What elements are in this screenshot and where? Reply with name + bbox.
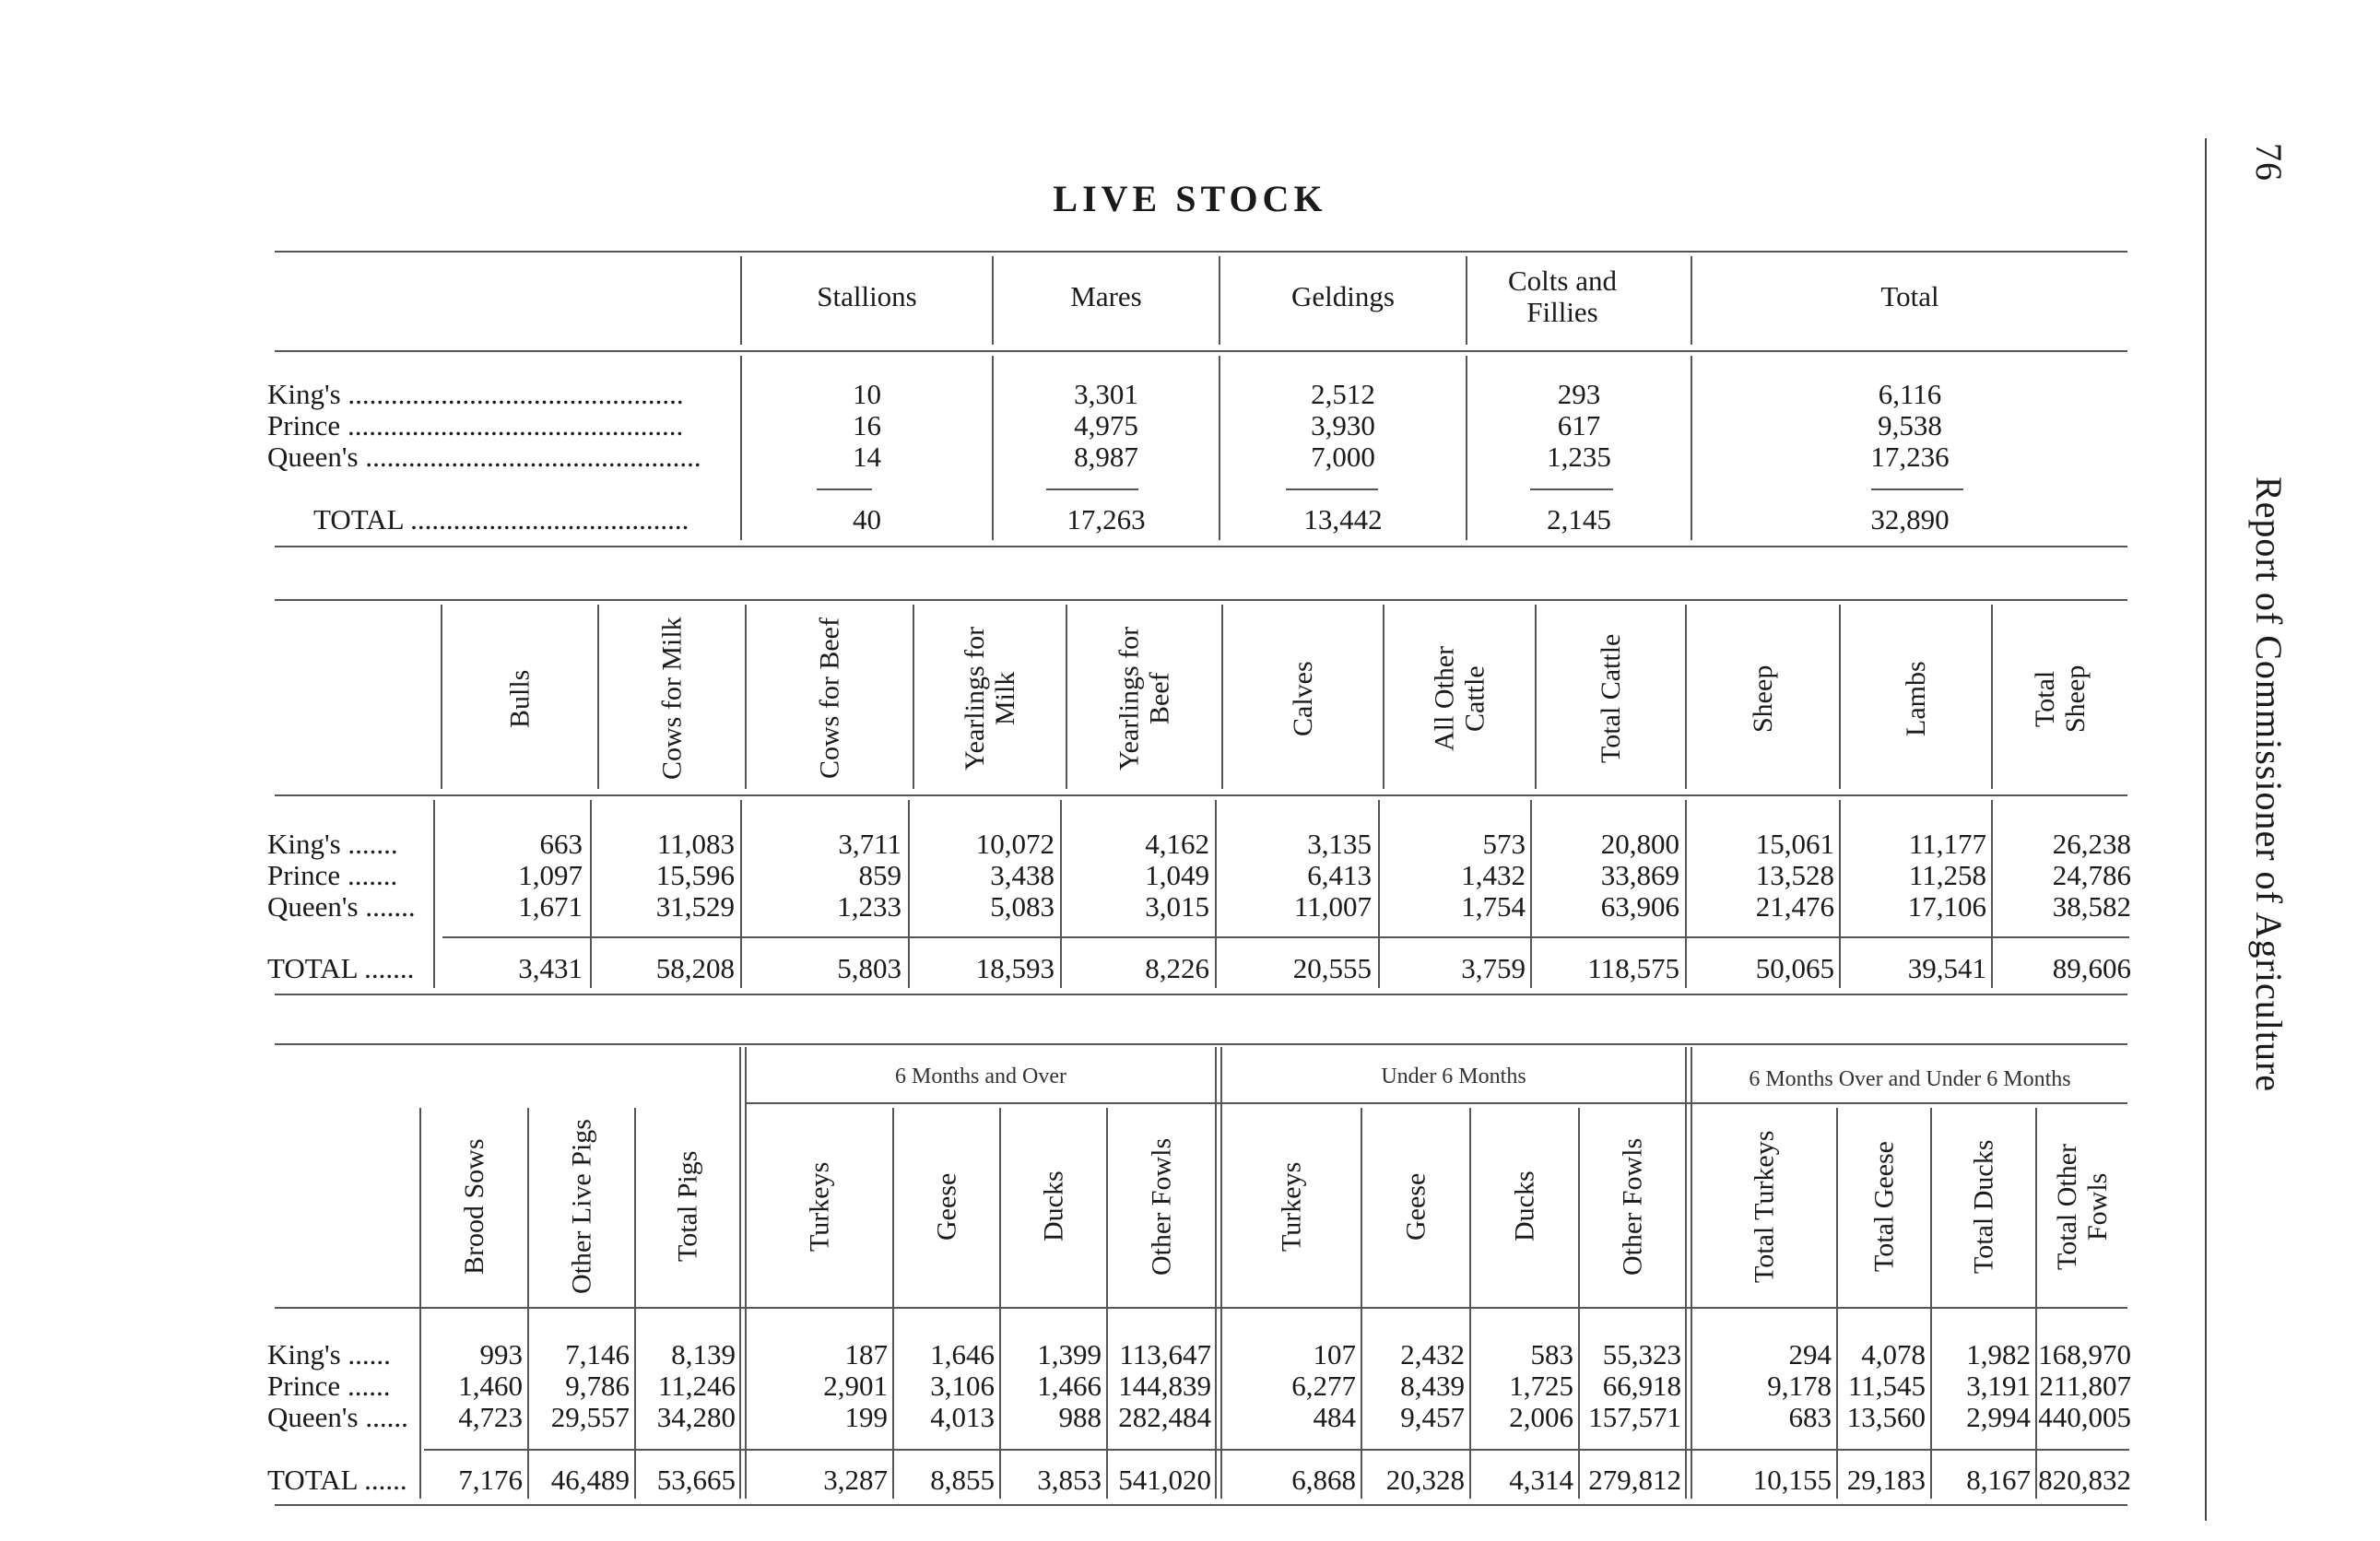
poultry-header-rule — [275, 1307, 2127, 1309]
col-header-all-other-cattle: All Other Cattle — [1429, 645, 1490, 752]
col-header-ducks-over: Ducks — [1038, 1170, 1069, 1242]
cell: 3,930 — [1311, 409, 1375, 441]
total-cell: 53,665 — [656, 1464, 736, 1496]
cell: 1,233 — [837, 890, 901, 923]
cell: 484 — [1313, 1401, 1356, 1433]
cell: 11,246 — [657, 1370, 736, 1402]
cell: 4,078 — [1861, 1338, 1926, 1370]
cell: 4,013 — [930, 1401, 995, 1433]
col-header-total: Total — [1880, 280, 1939, 312]
total-cell: 541,020 — [1118, 1464, 1211, 1496]
cell: 31,529 — [655, 890, 735, 923]
cell: 34,280 — [656, 1401, 736, 1433]
total-cell: 7,176 — [458, 1464, 523, 1496]
cell: 8,987 — [1074, 441, 1138, 473]
cell: 2,994 — [1966, 1401, 2031, 1433]
col-header-geldings: Geldings — [1291, 280, 1395, 312]
sum-rule — [1530, 488, 1613, 490]
col-header-ducks-under: Ducks — [1509, 1170, 1540, 1242]
horses-header-rule — [275, 350, 2127, 352]
cell: 15,596 — [655, 859, 735, 891]
cell: 1,982 — [1966, 1338, 2031, 1370]
cell: 3,135 — [1307, 828, 1372, 860]
cell: 11,258 — [1908, 859, 1986, 891]
cell: 1,754 — [1461, 890, 1526, 923]
cell: 663 — [539, 828, 583, 860]
row-label: Prince ...... — [267, 1370, 391, 1402]
total-cell: 17,263 — [1066, 503, 1146, 535]
cell: 7,146 — [565, 1338, 630, 1370]
group-double-rule — [739, 1047, 741, 1499]
cell: 9,538 — [1878, 409, 1942, 441]
total-cell: 8,855 — [930, 1464, 995, 1496]
col-header-other-fowls-under: Other Fowls — [1617, 1137, 1648, 1276]
total-cell: 3,853 — [1037, 1464, 1102, 1496]
cell: 9,786 — [565, 1370, 630, 1402]
cell: 4,723 — [458, 1401, 523, 1433]
cell: 24,786 — [2052, 859, 2131, 891]
col-header-yearlings-for-milk: Yearlings for Milk — [960, 626, 1020, 771]
cell: 573 — [1482, 828, 1526, 860]
cell: 293 — [1557, 378, 1601, 410]
group-double-rule — [1685, 1047, 1687, 1499]
cell: 17,236 — [1870, 441, 1950, 473]
cell: 2,432 — [1400, 1338, 1465, 1370]
cell: 1,432 — [1461, 859, 1526, 891]
row-label: King's ...... — [267, 1338, 391, 1370]
cell: 157,571 — [1588, 1401, 1681, 1433]
group-under-6-months: Under 6 Months — [1381, 1065, 1526, 1088]
total-cell: 3,759 — [1461, 952, 1526, 984]
cell: 2,512 — [1311, 378, 1375, 410]
cell: 2,901 — [823, 1370, 888, 1402]
cell: 440,005 — [2038, 1401, 2131, 1433]
cell: 1,235 — [1547, 441, 1611, 473]
total-cell: 5,803 — [837, 952, 901, 984]
col-header-turkeys-under: Turkeys — [1276, 1161, 1307, 1252]
cell: 113,647 — [1119, 1338, 1211, 1370]
row-label: King's ............................................... — [267, 378, 684, 410]
col-header-other-fowls-over: Other Fowls — [1146, 1137, 1177, 1276]
total-cell: 89,606 — [2052, 952, 2131, 984]
horses-col-divider — [1466, 256, 1467, 345]
running-header — [2235, 143, 2291, 1249]
col-header-total-geese: Total Geese — [1868, 1141, 1900, 1273]
row-label: Queen's ....... — [267, 890, 416, 923]
cell: 3,191 — [1966, 1370, 2031, 1402]
cell: 1,466 — [1037, 1370, 1102, 1402]
total-cell: 2,145 — [1547, 503, 1611, 535]
cell: 3,438 — [990, 859, 1055, 891]
cattle-sum-rule — [442, 936, 2129, 938]
cell: 17,106 — [1907, 890, 1986, 923]
cell: 2,006 — [1509, 1401, 1573, 1433]
cell: 1,671 — [518, 890, 583, 923]
cell: 1,097 — [518, 859, 583, 891]
total-cell: 279,812 — [1588, 1464, 1681, 1496]
cell: 8,439 — [1400, 1370, 1465, 1402]
row-label: Prince ....... — [267, 859, 398, 891]
horses-top-rule — [275, 251, 2127, 253]
cell: 4,975 — [1074, 409, 1138, 441]
col-header-lambs: Lambs — [1901, 661, 1931, 736]
cell: 63,906 — [1600, 890, 1679, 923]
cell: 55,323 — [1602, 1338, 1681, 1370]
row-label: Prince ............................................... — [267, 409, 684, 441]
col-header-geese-under: Geese — [1400, 1172, 1432, 1241]
cell: 13,528 — [1755, 859, 1834, 891]
col-header-yearlings-for-beef: Yearlings for Beef — [1113, 626, 1175, 771]
total-cell: 8,167 — [1966, 1464, 2031, 1496]
cell: 3,015 — [1145, 890, 1209, 923]
cell: 11,083 — [656, 828, 735, 860]
group-6-months-and-over: 6 Months and Over — [895, 1065, 1066, 1088]
cell: 617 — [1557, 409, 1601, 441]
cell: 5,083 — [990, 890, 1055, 923]
cell: 168,970 — [2038, 1338, 2131, 1370]
row-label: Queen's ...... — [267, 1401, 408, 1433]
sum-rule — [1871, 488, 1963, 490]
cell: 11,007 — [1293, 890, 1372, 923]
col-header-bulls: Bulls — [504, 669, 536, 728]
total-cell: 50,065 — [1755, 952, 1834, 984]
cell: 11,177 — [1908, 828, 1986, 860]
cell: 294 — [1788, 1338, 1832, 1370]
page-number: 76 — [2248, 143, 2290, 182]
total-cell: 118,575 — [1587, 952, 1679, 984]
col-header-sheep: Sheep — [1748, 665, 1778, 733]
cell: 10 — [853, 378, 881, 410]
total-cell: 46,489 — [550, 1464, 630, 1496]
cell: 7,000 — [1311, 441, 1375, 473]
cell: 3,106 — [930, 1370, 995, 1402]
cell: 1,460 — [458, 1370, 523, 1402]
total-cell: 10,155 — [1752, 1464, 1832, 1496]
col-header-mares: Mares — [1070, 280, 1142, 312]
total-cell: 32,890 — [1870, 503, 1950, 535]
cell: 3,301 — [1074, 378, 1138, 410]
cattle-top-rule — [275, 599, 2127, 601]
cell: 859 — [858, 859, 901, 891]
total-cell: 20,328 — [1385, 1464, 1465, 1496]
total-cell: 13,442 — [1303, 503, 1383, 535]
margin-rule — [2205, 138, 2207, 1521]
col-header-turkeys-over: Turkeys — [804, 1161, 835, 1252]
cell: 38,582 — [2052, 890, 2131, 923]
cell: 33,869 — [1600, 859, 1679, 891]
cell: 6,116 — [1878, 378, 1942, 410]
total-cell: 3,431 — [518, 952, 583, 984]
sum-rule — [817, 488, 872, 490]
total-cell: 6,868 — [1291, 1464, 1356, 1496]
cell: 6,413 — [1307, 859, 1372, 891]
cell: 1,049 — [1145, 859, 1209, 891]
col-header-colts-and-fillies: Colts and Fillies — [1508, 265, 1617, 329]
cell: 199 — [844, 1401, 888, 1433]
poultry-bottom-rule — [275, 1504, 2127, 1506]
cell: 282,484 — [1118, 1401, 1211, 1433]
cell: 683 — [1788, 1401, 1832, 1433]
col-header-total-turkeys: Total Turkeys — [1749, 1130, 1780, 1283]
total-cell: 4,314 — [1509, 1464, 1573, 1496]
cell: 3,711 — [838, 828, 901, 860]
cell: 6,277 — [1291, 1370, 1356, 1402]
total-cell: 18,593 — [975, 952, 1055, 984]
col-header-other-live-pigs: Other Live Pigs — [566, 1119, 597, 1294]
cell: 211,807 — [2039, 1370, 2131, 1402]
sum-rule — [1286, 488, 1378, 490]
cell: 9,178 — [1767, 1370, 1832, 1402]
col-header-total-sheep: Total Sheep — [2030, 665, 2091, 733]
total-cell: 8,226 — [1145, 952, 1209, 984]
total-cell: 820,832 — [2038, 1464, 2131, 1496]
col-header-cows-for-beef: Cows for Beef — [814, 618, 845, 780]
total-cell: 40 — [853, 503, 881, 535]
total-row-label: TOTAL ....................................... — [313, 503, 689, 535]
cell: 144,839 — [1118, 1370, 1211, 1402]
total-row-label: TOTAL ....... — [267, 952, 415, 984]
total-cell: 20,555 — [1292, 952, 1372, 984]
group-double-rule — [1215, 1047, 1217, 1499]
cell: 1,725 — [1509, 1370, 1573, 1402]
cell: 993 — [479, 1338, 523, 1370]
total-cell: 29,183 — [1846, 1464, 1926, 1496]
cell: 15,061 — [1755, 828, 1834, 860]
cell: 4,162 — [1145, 828, 1209, 860]
total-cell: 58,208 — [655, 952, 735, 984]
group-combined: 6 Months Over and Under 6 Months — [1749, 1067, 2071, 1091]
cell: 21,476 — [1755, 890, 1834, 923]
col-header-total-ducks: Total Ducks — [1968, 1139, 1999, 1274]
cell: 8,139 — [671, 1338, 736, 1370]
row-label: Queen's ............................................... — [267, 441, 701, 473]
cell: 988 — [1058, 1401, 1102, 1433]
col-header-brood-sows: Brood Sows — [459, 1138, 489, 1275]
row-label: King's ....... — [267, 828, 398, 860]
cell: 14 — [853, 441, 881, 473]
cell: 1,399 — [1037, 1338, 1102, 1370]
cell: 29,557 — [550, 1401, 630, 1433]
cell: 583 — [1530, 1338, 1573, 1370]
col-header-total-other-fowls: Total Other Fowls — [2052, 1143, 2113, 1270]
col-header-total-pigs: Total Pigs — [672, 1150, 703, 1263]
cell: 10,072 — [975, 828, 1055, 860]
col-header-cows-for-milk: Cows for Milk — [656, 617, 688, 781]
poultry-group-rule — [745, 1102, 2127, 1104]
col-header-total-cattle: Total Cattle — [1596, 633, 1626, 764]
cell: 9,457 — [1400, 1401, 1465, 1433]
total-row-label: TOTAL ...... — [267, 1464, 407, 1496]
horses-bottom-rule — [275, 546, 2127, 547]
col-header-stallions: Stallions — [817, 280, 917, 312]
cell: 20,800 — [1600, 828, 1679, 860]
col-header-calves: Calves — [1288, 661, 1318, 736]
cattle-bottom-rule — [275, 994, 2127, 995]
poultry-top-rule — [275, 1043, 2127, 1045]
total-cell: 39,541 — [1907, 952, 1986, 984]
cell: 187 — [844, 1338, 888, 1370]
cell: 66,918 — [1602, 1370, 1681, 1402]
cell: 107 — [1313, 1338, 1356, 1370]
cell: 16 — [853, 409, 881, 441]
sum-rule — [1046, 488, 1138, 490]
running-title: Report of Commissioner of Agriculture — [2248, 476, 2290, 1093]
poultry-sum-rule — [424, 1449, 2129, 1451]
total-cell: 3,287 — [823, 1464, 888, 1496]
col-header-geese-over: Geese — [931, 1172, 962, 1241]
cell: 11,545 — [1847, 1370, 1926, 1402]
cell: 26,238 — [2052, 828, 2131, 860]
cell: 1,646 — [930, 1338, 995, 1370]
cattle-header-rule — [275, 794, 2127, 796]
page-title: LIVE STOCK — [1053, 178, 1327, 219]
cell: 13,560 — [1846, 1401, 1926, 1433]
